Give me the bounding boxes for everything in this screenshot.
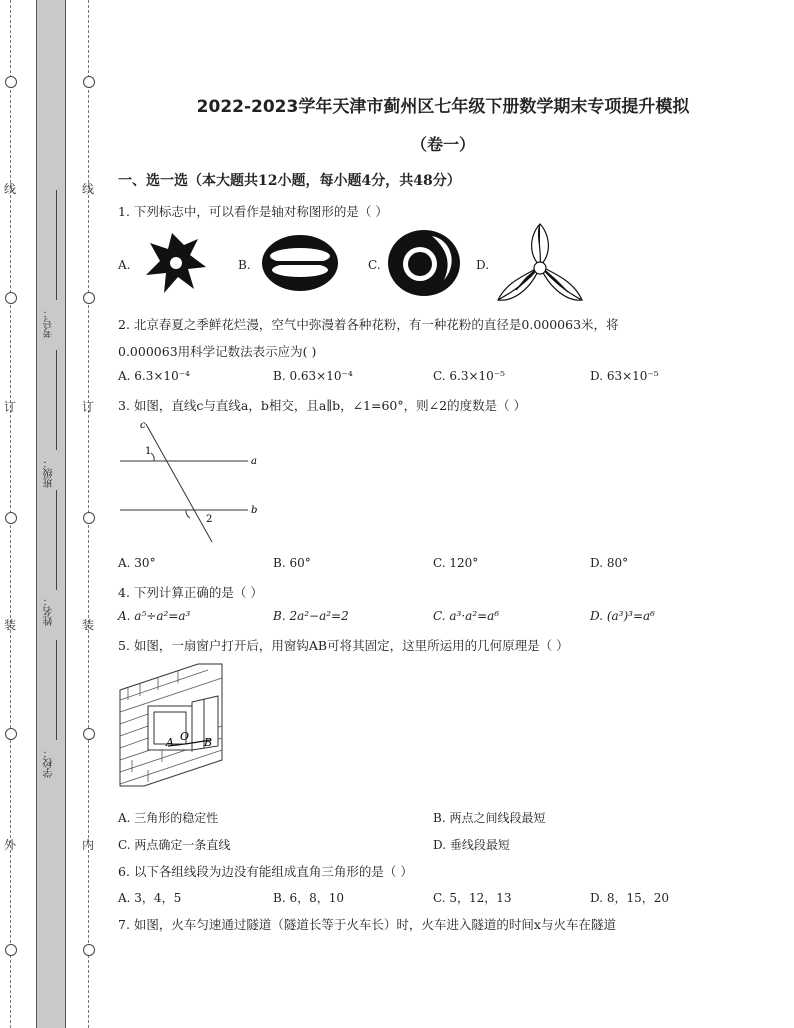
q4-option-a: A. a⁵÷a²=a³ [118, 609, 191, 623]
q3-option-d: D. 80° [590, 556, 629, 570]
binding-hole [83, 292, 95, 304]
q1-option-c: C. [368, 258, 381, 272]
margin-char: 内 [81, 838, 94, 852]
class-label: 班级： [44, 458, 55, 488]
margin-char: 订 [81, 400, 94, 414]
fill-line [56, 640, 57, 740]
school-label: 学校： [44, 748, 55, 778]
binding-hole [83, 76, 95, 88]
page-subtitle: （卷一） [410, 135, 475, 154]
fill-line [56, 190, 57, 300]
section-heading: 一、选一选（本大题共12小题，每小题4分，共48分） [118, 173, 461, 189]
q1-option-d: D. [476, 258, 490, 272]
binding-hole [83, 512, 95, 524]
question-3: 3. 如图，直线c与直线a，b相交，且a∥b，∠1=60°，则∠2的度数是（ ） [118, 398, 527, 413]
q3-option-a: A. 30° [118, 556, 156, 570]
question-5: 5. 如图，一扇窗户打开后，用窗钩AB可将其固定，这里所运用的几何原理是（ ） [118, 638, 569, 653]
parallel-lines-figure [118, 418, 268, 548]
q1-option-b: B. [238, 258, 251, 272]
margin-char: 线 [3, 182, 16, 196]
q2-option-b: B. 0.63×10⁻⁴ [273, 369, 353, 383]
q2-option-c: C. 6.3×10⁻⁵ [433, 369, 505, 383]
margin-char: 线 [81, 182, 94, 196]
q3-option-c: C. 120° [433, 556, 479, 570]
label-A: A [166, 736, 174, 749]
q2-option-d: D. 63×10⁻⁵ [590, 369, 659, 383]
q6-option-d: D. 8，15，20 [590, 891, 669, 905]
question-2-line2: 0.000063用科学记数法表示应为( ) [118, 344, 317, 359]
margin-char: 装 [81, 618, 94, 632]
q2-option-a: A. 6.3×10⁻⁴ [118, 369, 190, 383]
q6-option-a: A. 3，4，5 [118, 891, 182, 905]
q6-option-c: C. 5，12，13 [433, 891, 512, 905]
binding-hole [5, 292, 17, 304]
q4-option-b: B. 2a²−a²=2 [273, 609, 349, 623]
name-label: 姓名： [44, 596, 55, 626]
binding-hole [83, 944, 95, 956]
q5-option-b: B. 两点之间线段最短 [433, 811, 546, 825]
gray-binding-bar [36, 0, 66, 1028]
question-6: 6. 以下各组线段为边没有能组成直角三角形的是（ ） [118, 864, 413, 879]
label-a: a [251, 456, 257, 467]
binding-hole [5, 944, 17, 956]
window-hook-figure [118, 660, 228, 790]
tri-leaf-logo-icon [496, 222, 584, 304]
circle-logo-icon [386, 228, 462, 298]
page-title: 2022-2023学年天津市蓟州区七年级下册数学期末专项提升模拟 [196, 97, 690, 117]
question-7: 7. 如图，火车匀速通过隧道（隧道长等于火车长）时，火车进入隧道的时间x与火车在隧道 [118, 917, 616, 932]
exam-number-label: 考号： [44, 308, 55, 338]
q6-option-b: B. 6，8，10 [273, 891, 344, 905]
q5-option-d: D. 垂线段最短 [433, 838, 510, 852]
label-c: c [140, 420, 146, 431]
question-2-line1: 2. 北京春夏之季鲜花烂漫，空气中弥漫着各种花粉，有一种花粉的直径是0.000063米，将 [118, 317, 619, 332]
binding-hole [5, 728, 17, 740]
margin-char: 装 [3, 618, 16, 632]
q3-option-b: B. 60° [273, 556, 311, 570]
q4-option-c: C. a³·a²=a⁶ [433, 609, 500, 623]
label-B: B [204, 736, 213, 749]
margin-char: 订 [3, 400, 16, 414]
question-1: 1. 下列标志中，可以看作是轴对称图形的是（ ） [118, 204, 388, 219]
star-logo-icon [138, 228, 214, 298]
q5-option-a: A. 三角形的稳定性 [118, 811, 219, 825]
q4-option-d: D. (a³)³=a⁶ [590, 609, 655, 623]
label-b: b [251, 505, 258, 516]
binding-hole [5, 76, 17, 88]
q1-option-a: A. [118, 258, 131, 272]
question-4: 4. 下列计算正确的是（ ） [118, 585, 263, 600]
q5-option-c: C. 两点确定一条直线 [118, 838, 231, 852]
binding-hole [83, 728, 95, 740]
label-O: O [180, 730, 190, 743]
label-angle-1: 1 [145, 446, 152, 457]
binding-hole [5, 512, 17, 524]
margin-char: 外 [3, 838, 16, 852]
fill-line [56, 350, 57, 450]
binding-margin [0, 0, 100, 1028]
label-angle-2: 2 [206, 514, 213, 525]
fill-line [56, 490, 57, 590]
ring-logo-icon [258, 232, 342, 294]
